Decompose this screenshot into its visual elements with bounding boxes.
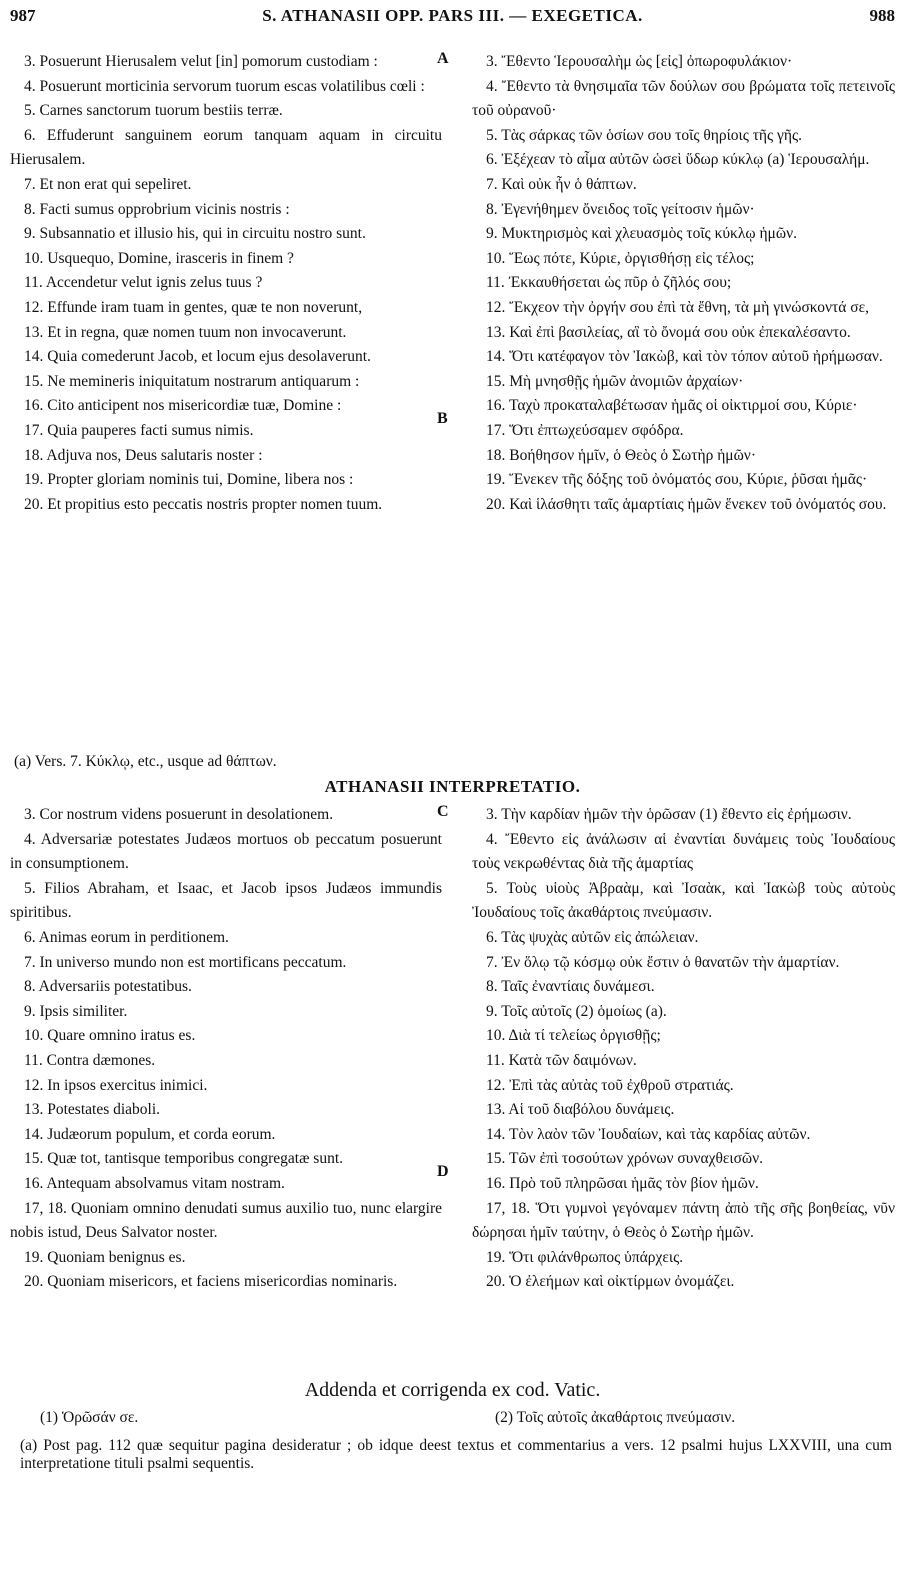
greek-column xyxy=(472,50,895,517)
latin-verse: 12. In ipsos exercitus inimici. xyxy=(24,1076,208,1094)
greek-verse: 17, 18. Ὅτι γυμνοὶ γεγόναμεν πάντη ἀπὸ τῆς σῆς βοηθείας, νῦν δώρησαι ἡμῖν ταύτην, ὁ Θεὸς ὁ Σωτὴρ ἡμῶν. xyxy=(472,1199,895,1242)
greek-verse: 6. Ἐξέχεαν τὸ αἷμα αὐτῶν ὡσεὶ ὕδωρ κύκλῳ (a) Ἱερουσαλήμ. xyxy=(486,151,870,169)
greek-verse: 4. Ἔθεντο τὰ θνησιμαῖα τῶν δούλων σου βρώματα τοῖς πετεινοῖς τοῦ οὐρανοῦ· xyxy=(472,77,895,120)
greek-verse: 19. Ἕνεκεν τῆς δόξης τοῦ ὀνόματός σου, Κύριε, ῥῦσαι ἡμᾶς· xyxy=(486,471,868,489)
latin-verse: 11. Contra dæmones. xyxy=(24,1051,156,1069)
latin-verse: 5. Filios Abraham, et Isaac, et Jacob ipsos Judæos immundis spiritibus. xyxy=(10,879,442,922)
footnote: (a) Post pag. 112 quæ sequitur pagina desideratur ; ob idque deest textus et commentarius a vers. 12 psalmi hujus LXXVIII, una cum interpretatione tituli psalmi sequentis. xyxy=(20,1437,892,1472)
latin-verse: 4. Adversariæ potestates Judæos mortuos ob peccatum posuerunt in consumptionem. xyxy=(10,830,442,873)
latin-verse: 14. Quia comederunt Jacob, et locum ejus desolaverunt. xyxy=(24,348,371,366)
greek-verse: 10. Διὰ τί τελείως ὀργισθῇς; xyxy=(486,1027,661,1045)
page-number-right: 988 xyxy=(869,6,895,25)
latin-verse: 3. Posuerunt Hierusalem velut [in] pomorum custodiam : xyxy=(24,53,378,70)
latin-verse: 8. Facti sumus opprobrium vicinis nostris : xyxy=(24,200,290,218)
latin-verse: 20. Et propitius esto peccatis nostris propter nomen tuum. xyxy=(24,495,383,513)
greek-verse: 8. Ἐγενήθημεν ὄνειδος τοῖς γείτοσιν ἡμῶν· xyxy=(486,200,755,218)
latin-verse: 12. Effunde iram tuam in gentes, quæ te non noverunt, xyxy=(24,298,363,316)
greek-verse: 9. Μυκτηρισμὸς καὶ χλευασμὸς τοῖς κύκλῳ ἡμῶν. xyxy=(486,225,797,243)
latin-verse: 9. Ipsis similiter. xyxy=(24,1002,128,1020)
addenda-heading: Addenda et corrigenda ex cod. Vatic. xyxy=(304,1379,601,1401)
greek-verse: 9. Τοῖς αὐτοῖς (2) ὁμοίως (a). xyxy=(486,1002,667,1020)
latin-verse: 18. Adjuva nos, Deus salutaris noster : xyxy=(24,446,263,464)
greek-verse: 17. Ὅτι ἐπτωχεύσαμεν σφόδρα. xyxy=(486,421,684,439)
latin-column xyxy=(10,803,442,1295)
latin-column xyxy=(10,50,442,517)
greek-verse: 14. Τὸν λαὸν τῶν Ἰουδαίων, καὶ τὰς καρδίας αὐτῶν. xyxy=(486,1125,811,1143)
latin-verse: 16. Antequam absolvamus vitam nostram. xyxy=(24,1174,285,1192)
greek-verse: 14. Ὅτι κατέφαγον τὸν Ἰακὼβ, καὶ τὸν τόπον αὐτοῦ ἠρήμωσαν. xyxy=(486,348,883,366)
greek-verse: 15. Τῶν ἐπὶ τοσούτων χρόνων συναχθεισῶν. xyxy=(486,1150,764,1168)
latin-verse: 13. Et in regna, quæ nomen tuum non invocaverunt. xyxy=(24,323,347,341)
greek-verse: 8. Ταῖς ἐναντίαις δυνάμεσι. xyxy=(486,978,655,996)
greek-verse: 19. Ὅτι φιλάνθρωπος ὑπάρχεις. xyxy=(486,1248,684,1266)
latin-verse: 19. Quoniam benignus es. xyxy=(24,1248,186,1266)
greek-verse: 13. Καὶ ἐπὶ βασιλείας, αἳ τὸ ὄνομά σου οὐκ ἐπεκαλέσαντο. xyxy=(486,323,851,341)
greek-column xyxy=(472,803,895,1295)
greek-verse: 15. Μὴ μνησθῇς ἡμῶν ἀνομιῶν ἀρχαίων· xyxy=(486,372,744,390)
greek-verse: 16. Πρὸ τοῦ πληρῶσαι ἡμᾶς τὸν βίον ἡμῶν. xyxy=(486,1174,759,1192)
latin-verse: 7. In universo mundo non est mortificans peccatum. xyxy=(24,953,347,971)
latin-verse: 3. Cor nostrum videns posuerunt in desolationem. xyxy=(24,806,334,823)
greek-verse: 11. Κατὰ τῶν δαιμόνων. xyxy=(486,1051,637,1069)
latin-verse: 15. Ne memineris iniquitatum nostrarum antiquarum : xyxy=(24,372,360,390)
page-number-left: 987 xyxy=(10,6,36,25)
greek-verse: 18. Βοήθησον ἡμῖν, ὁ Θεὸς ὁ Σωτὴρ ἡμῶν· xyxy=(486,446,756,464)
latin-verse: 14. Judæorum populum, et corda eorum. xyxy=(24,1125,276,1143)
latin-verse: 17. Quia pauperes facti sumus nimis. xyxy=(24,421,254,439)
greek-verse: 7. Ἐν ὅλῳ τῷ κόσμῳ οὐκ ἔστιν ὁ θανατῶν τὴν ἁμαρτίαν. xyxy=(486,953,840,971)
latin-verse: 6. Effuderunt sanguinem eorum tanquam aquam in circuitu Hierusalem. xyxy=(10,126,442,169)
greek-verse: 20. Ὁ ἐλεήμων καὶ οἰκτίρμων ὀνομάζει. xyxy=(486,1273,735,1291)
margin-letter: C xyxy=(437,803,449,820)
latin-verse: 16. Cito anticipent nos misericordiæ tuæ, Domine : xyxy=(24,397,342,415)
latin-verse: 8. Adversariis potestatibus. xyxy=(24,978,192,996)
greek-verse: 13. Αἱ τοῦ διαβόλου δυνάμεις. xyxy=(486,1101,675,1119)
greek-verse: 5. Τὰς σάρκας τῶν ὁσίων σου τοῖς θηρίοις τῆς γῆς. xyxy=(486,126,803,144)
latin-verse: 10. Quare omnino iratus es. xyxy=(24,1027,196,1045)
latin-verse: 7. Et non erat qui sepeliret. xyxy=(24,175,192,193)
greek-verse: 12. Ἐπὶ τὰς αὐτὰς τοῦ ἐχθροῦ στρατιάς. xyxy=(486,1076,734,1094)
latin-verse: 13. Potestates diaboli. xyxy=(24,1101,161,1119)
greek-verse: 4. Ἔθεντο εἰς ἀνάλωσιν αἱ ἐναντίαι δυνάμεις τοὺς Ἰουδαίους τοὺς νεκρωθέντας διὰ τῆς ἁμαρτίας xyxy=(472,830,895,873)
running-title: S. ATHANASII OPP. PARS III. — EXEGETICA. xyxy=(262,6,643,25)
greek-verse: 16. Ταχὺ προκαταλαβέτωσαν ἡμᾶς οἱ οἰκτιρμοί σου, Κύριε· xyxy=(486,397,858,415)
margin-letter: A xyxy=(437,50,449,67)
latin-verse: 19. Propter gloriam nominis tui, Domine, libera nos : xyxy=(24,471,354,489)
latin-verse: 6. Animas eorum in perditionem. xyxy=(24,928,229,946)
greek-verse: 6. Τὰς ψυχὰς αὐτῶν εἰς ἀπώλειαν. xyxy=(486,928,699,946)
greek-verse: 3. Τὴν καρδίαν ἡμῶν τὴν ὁρῶσαν (1) ἔθεντο εἰς ἐρήμωσιν. xyxy=(486,806,852,823)
greek-verse: 7. Καὶ οὐκ ἦν ὁ θάπτων. xyxy=(486,175,637,193)
latin-verse: 10. Usquequo, Domine, irasceris in finem ? xyxy=(24,249,294,267)
section-heading: ATHANASII INTERPRETATIO. xyxy=(324,777,581,796)
greek-verse: 20. Καὶ ἱλάσθητι ταῖς ἁμαρτίαις ἡμῶν ἕνεκεν τοῦ ὀνόματός σου. xyxy=(486,495,887,513)
latin-verse: 4. Posuerunt morticinia servorum tuorum escas volatilibus cœli : xyxy=(24,77,425,95)
margin-letter: D xyxy=(437,1163,449,1180)
latin-verse: 17, 18. Quoniam omnino denudati sumus auxilio tuo, nunc elargire nobis istud, Deus Salvator noster. xyxy=(10,1199,442,1242)
page-header xyxy=(10,6,895,32)
addenda-item: (1) Ὁρῶσάν σε. xyxy=(40,1409,139,1426)
latin-verse: 11. Accendetur velut ignis zelus tuus ? xyxy=(24,274,263,292)
greek-verse: 5. Τοὺς υἱοὺς Ἀβραὰμ, καὶ Ἰσαὰκ, καὶ Ἰακὼβ τοὺς αὐτοὺς Ἰουδαίους τοῖς ἀκαθάρτοις πνεύμασιν. xyxy=(472,879,895,922)
greek-verse: 3. Ἔθεντο Ἱερουσαλὴμ ὡς [εἰς] ὀπωροφυλάκιον· xyxy=(486,53,793,70)
greek-verse: 10. Ἕως πότε, Κύριε, ὀργισθήσῃ εἰς τέλος; xyxy=(486,249,755,267)
latin-verse: 5. Carnes sanctorum tuorum bestiis terræ. xyxy=(24,102,283,120)
margin-letter: B xyxy=(437,410,448,427)
latin-verse: 9. Subsannatio et illusio his, qui in circuitu nostro sunt. xyxy=(24,225,366,243)
variant-note: (a) Vers. 7. Κύκλῳ, etc., usque ad θάπτων. xyxy=(14,753,277,770)
latin-verse: 15. Quæ tot, tantisque temporibus congregatæ sunt. xyxy=(24,1150,344,1168)
greek-verse: 11. Ἐκκαυθήσεται ὡς πῦρ ὁ ζῆλός σου; xyxy=(486,274,732,292)
addenda-item: (2) Τοῖς αὐτοῖς ἀκαθάρτοις πνεύμασιν. xyxy=(495,1409,736,1426)
latin-verse: 20. Quoniam misericors, et faciens misericordias nominaris. xyxy=(24,1273,398,1291)
greek-verse: 12. Ἔκχεον τὴν ὀργήν σου ἐπὶ τὰ ἔθνη, τὰ μὴ γινώσκοντά σε, xyxy=(486,298,869,316)
